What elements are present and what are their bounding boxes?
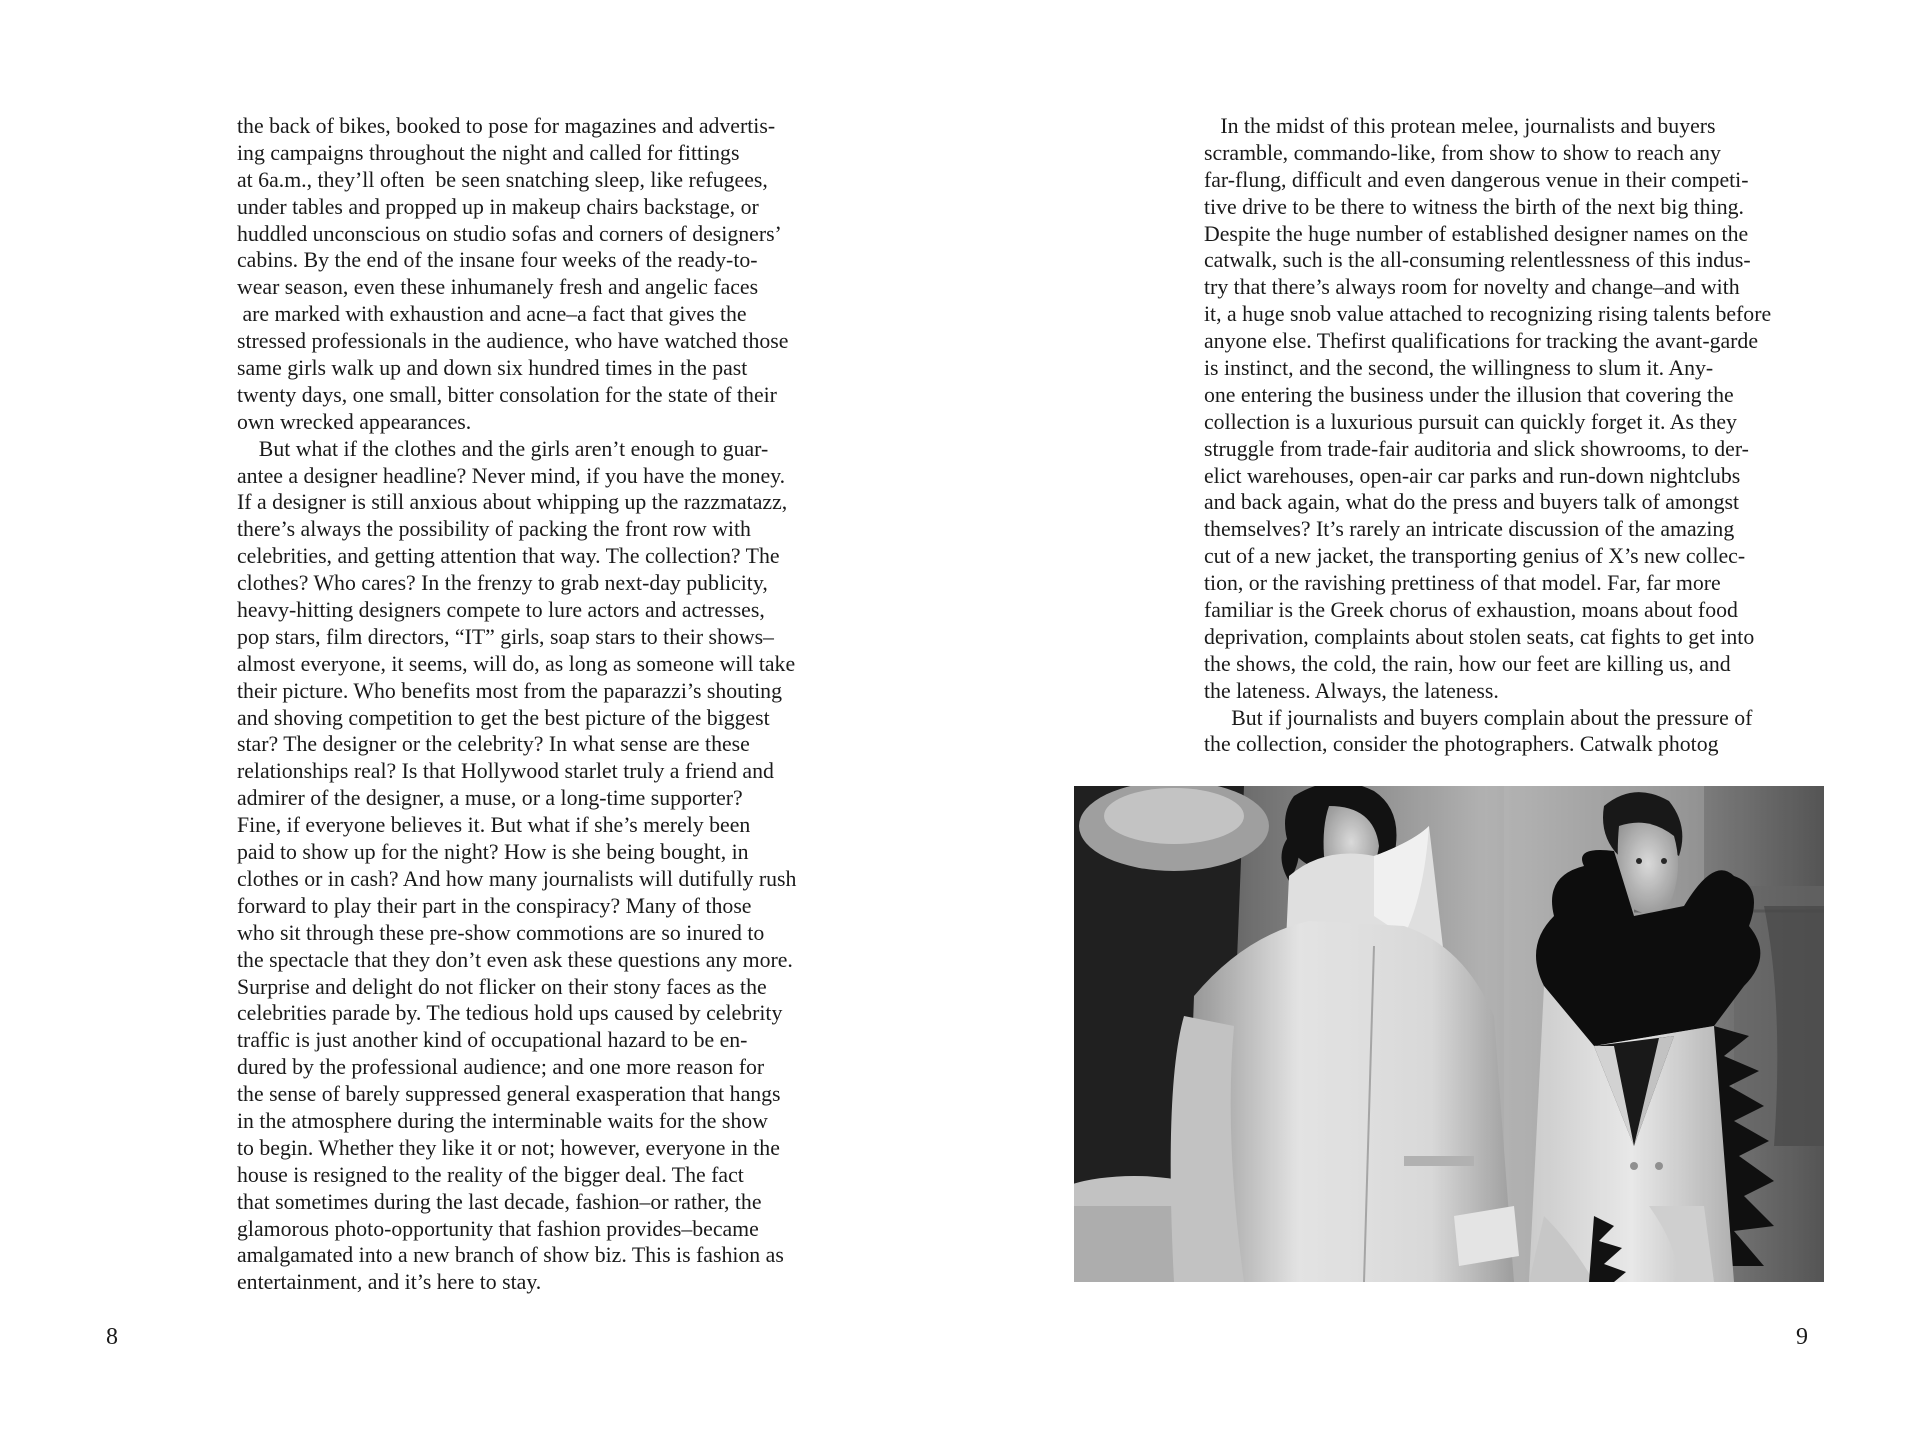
- left-page-text-line: same girls walk up and down six hundred times in the past: [237, 356, 748, 381]
- left-page-text-line: in the atmosphere during the interminable waits for the show: [237, 1108, 768, 1133]
- right-page-text-line: tion, or the ravishing prettiness of that model. Far, far more: [1204, 571, 1721, 596]
- right-page-text-line: In the midst of this protean melee, journalists and buyers: [1204, 114, 1716, 138]
- left-page-text-line: wear season, even these inhumanely fresh and angelic faces: [237, 275, 759, 300]
- right-page-text-line: familiar is the Greek chorus of exhaustion, moans about food: [1204, 598, 1738, 623]
- right-page-number: 9: [1796, 1324, 1808, 1350]
- left-page-text-line: admirer of the designer, a muse, or a long-time supporter?: [237, 786, 743, 811]
- left-page-text-line: the spectacle that they don’t even ask these questions any more.: [237, 947, 793, 972]
- left-page-text-line: and shoving competition to get the best picture of the biggest: [237, 705, 770, 730]
- right-page-text-line: cut of a new jacket, the transporting genius of X’s new collec-: [1204, 544, 1746, 569]
- right-page-text-line: the shows, the cold, the rain, how our feet are killing us, and: [1204, 651, 1731, 676]
- right-page-text-line: far-flung, difficult and even dangerous venue in their competi-: [1204, 167, 1749, 192]
- right-page-text-line: one entering the business under the illusion that covering the: [1204, 382, 1734, 407]
- left-page-number: 8: [106, 1324, 118, 1350]
- left-page-text-line: huddled unconscious on studio sofas and corners of designers’: [237, 221, 782, 246]
- left-page-text-line: entertainment, and it’s here to stay.: [237, 1270, 542, 1295]
- right-page-text: [1204, 113, 1844, 758]
- left-page-text-line: stressed professionals in the audience, who have watched those: [237, 329, 789, 354]
- left-page-text-line: paid to show up for the night? How is she being bought, in: [237, 840, 749, 865]
- left-page-text-line: glamorous photo-opportunity that fashion provides–became: [237, 1216, 759, 1241]
- left-page-text-line: their picture. Who benefits most from the paparazzi’s shouting: [237, 678, 782, 703]
- left-page-text-line: there’s always the possibility of packing the front row with: [237, 517, 751, 542]
- right-page-text-line: elict warehouses, open-air car parks and run-down nightclubs: [1204, 463, 1741, 488]
- right-page-text-line: scramble, commando-like, from show to show to reach any: [1204, 140, 1721, 165]
- right-page-text-line: tive drive to be there to witness the birth of the next big thing.: [1204, 194, 1744, 219]
- right-page-text-line: the collection, consider the photographers. Catwalk photog: [1204, 732, 1719, 757]
- left-page-text-line: twenty days, one small, bitter consolation for the state of their: [237, 382, 777, 407]
- left-page-text-line: own wrecked appearances.: [237, 409, 472, 434]
- left-page-text-line: celebrities, and getting attention that way. The collection? The: [237, 544, 780, 569]
- right-page-text-line: is instinct, and the second, the willingness to slum it. Any-: [1204, 356, 1714, 381]
- left-page-text-line: traffic is just another kind of occupational hazard to be en-: [237, 1028, 748, 1053]
- left-page-text-line: dured by the professional audience; and one more reason for: [237, 1055, 765, 1080]
- left-page-text-line: to begin. Whether they like it or not; however, everyone in the: [237, 1135, 780, 1160]
- right-page-text-line: collection is a luxurious pursuit can quickly forget it. As they: [1204, 409, 1737, 434]
- left-page-text-line: are marked with exhaustion and acne–a fact that gives the: [237, 302, 747, 327]
- left-page-text: [237, 113, 867, 1296]
- left-page-text-line: under tables and propped up in makeup chairs backstage, or: [237, 194, 759, 219]
- left-page-text-line: house is resigned to the reality of the bigger deal. The fact: [237, 1162, 744, 1187]
- left-page-text-line: cabins. By the end of the insane four weeks of the ready-to-: [237, 248, 758, 273]
- left-page-text-line: celebrities parade by. The tedious hold ups caused by celebrity: [237, 1001, 783, 1026]
- left-page-text-line: Fine, if everyone believes it. But what if she’s merely been: [237, 813, 751, 838]
- right-page-text-line: deprivation, complaints about stolen seats, cat fights to get into: [1204, 624, 1755, 649]
- left-page-text-line: But what if the clothes and the girls aren’t enough to guar-: [237, 436, 769, 461]
- right-page-text-line: catwalk, such is the all-consuming relentlessness of this indus-: [1204, 248, 1751, 273]
- left-page-text-line: antee a designer headline? Never mind, if you have the money.: [237, 463, 786, 488]
- left-page-text-line: ing campaigns throughout the night and called for fittings: [237, 140, 740, 165]
- backstage-photo-illustration: [1074, 786, 1824, 1282]
- left-page-text-line: Surprise and delight do not flicker on their stony faces as the: [237, 974, 767, 999]
- left-page-text-line: relationships real? Is that Hollywood starlet truly a friend and: [237, 759, 774, 784]
- right-page-text-line: the lateness. Always, the lateness.: [1204, 678, 1499, 703]
- right-page-text-line: try that there’s always room for novelty and change–and with: [1204, 275, 1740, 300]
- left-page-text-line: pop stars, film directors, “IT” girls, soap stars to their shows–: [237, 624, 774, 649]
- left-page-text-line: who sit through these pre-show commotions are so inured to: [237, 920, 765, 945]
- left-page-text-line: at 6a.m., they’ll often be seen snatching sleep, like refugees,: [237, 167, 768, 192]
- right-page-text-line: and back again, what do the press and buyers talk of amongst: [1204, 490, 1740, 515]
- left-page-text-line: almost everyone, it seems, will do, as long as someone will take: [237, 651, 796, 676]
- right-page-text-line: Despite the huge number of established designer names on the: [1204, 221, 1749, 246]
- left-page-text-line: forward to play their part in the conspiracy? Many of those: [237, 893, 752, 918]
- left-page-text-line: star? The designer or the celebrity? In what sense are these: [237, 732, 750, 757]
- left-page-text-line: clothes or in cash? And how many journalists will dutifully rush: [237, 866, 797, 891]
- left-page-text-line: the back of bikes, booked to pose for magazines and advertis-: [237, 114, 776, 138]
- right-page-text-line: But if journalists and buyers complain about the pressure of: [1204, 705, 1753, 730]
- right-page-text-line: themselves? It’s rarely an intricate discussion of the amazing: [1204, 517, 1735, 542]
- left-page-text-line: amalgamated into a new branch of show biz. This is fashion as: [237, 1243, 784, 1268]
- right-page-text-line: it, a huge snob value attached to recognizing rising talents before: [1204, 302, 1772, 327]
- left-page-text-line: the sense of barely suppressed general exasperation that hangs: [237, 1082, 781, 1107]
- left-page-text-line: clothes? Who cares? In the frenzy to grab next-day publicity,: [237, 571, 768, 596]
- right-page-text-line: anyone else. Thefirst qualifications for tracking the avant-garde: [1204, 329, 1758, 354]
- backstage-models-photo: [1074, 786, 1824, 1282]
- right-page-text-line: struggle from trade-fair auditoria and slick showrooms, to der-: [1204, 436, 1749, 461]
- left-page-text-line: heavy-hitting designers compete to lure actors and actresses,: [237, 598, 765, 623]
- left-page-text-line: If a designer is still anxious about whipping up the razzmatazz,: [237, 490, 788, 515]
- left-page-text-line: that sometimes during the last decade, fashion–or rather, the: [237, 1189, 762, 1214]
